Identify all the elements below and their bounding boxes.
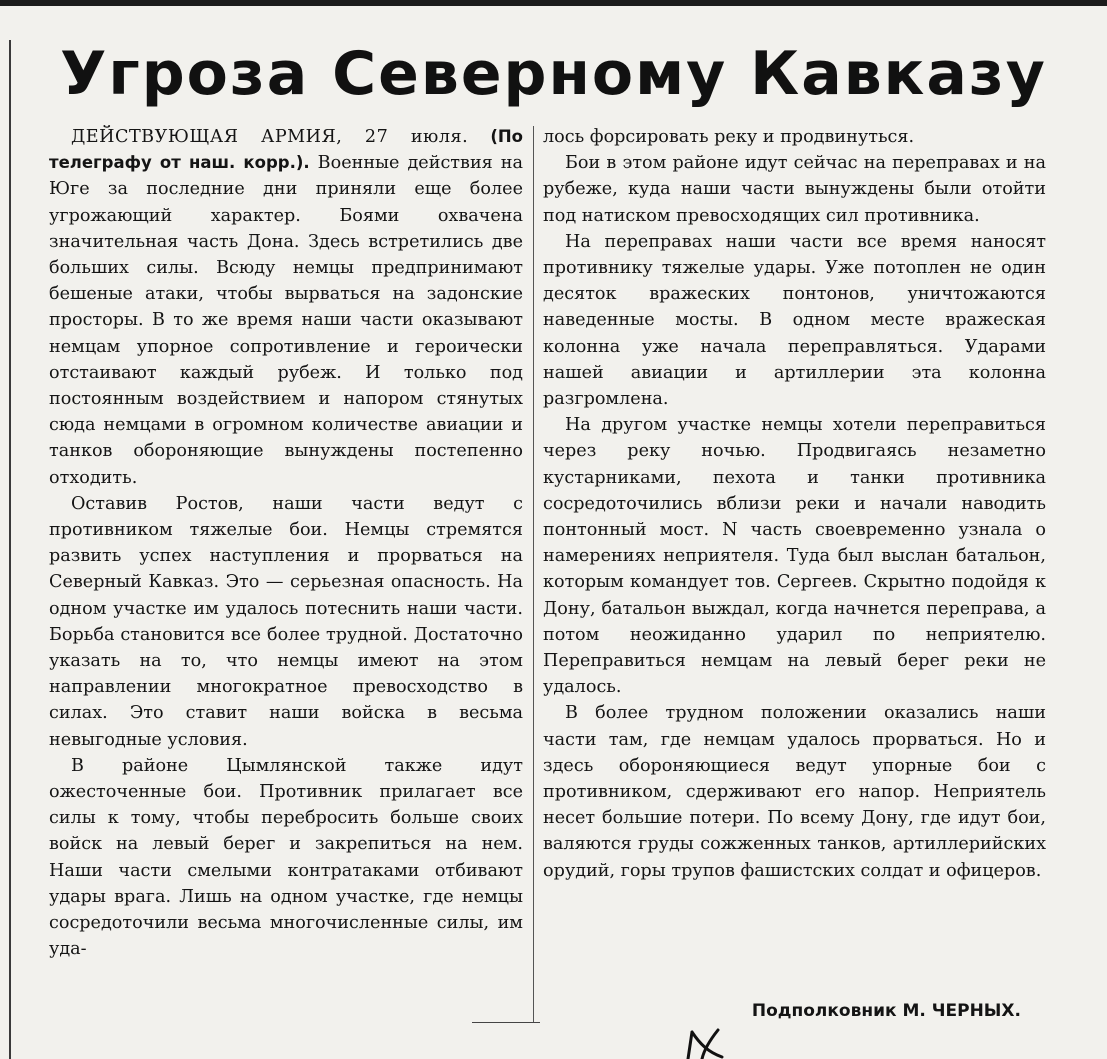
article-paragraph: Бои в этом районе идут сейчас на переправах и на рубеже, куда наши части вынуждены были отойти под натиском превосходящих сил противника. (543, 153, 1046, 226)
article-paragraph: В районе Цымлянской также идут ожесточенные бои. Противник прилагает все силы к тому, чтобы перебросить больше своих войск на левый берег и закрепиться на нем. Наши части смелыми контратаками отбивают удары врага. Лишь на одном участке, где немцы сосредоточили весьма многочисленные силы, им уда- (49, 755, 523, 960)
column-end-rule (472, 1022, 540, 1023)
article-column-right (543, 124, 1046, 884)
article-paragraph: На переправах наши части все время наносят противнику тяжелые удары. Уже потоплен не один десяток вражеских понтонов, уничтожаются наведенные мосты. В одном месте вражеская колонна уже начала переправляться. Ударами нашей авиации и артиллерии эта колонна разгромлена. (543, 231, 1046, 410)
article-paragraph: На другом участке немцы хотели переправиться через реку ночью. Продвигаясь незаметно кустарниками, пехота и танки противника сосредоточились вблизи реки и начали наводить понтонный мост. N часть своевременно узнала о намерениях неприятеля. Туда был выслан батальон, которым командует тов. Сергеев. Скрытно подойдя к Дону, батальон выждал, когда начнется переправа, а потом неожиданно ударил по неприятелю. Переправиться немцам на левый берег реки не удалось. (543, 415, 1046, 698)
article-paragraph-continuation: лось форсировать реку и продвинуться. (543, 127, 915, 147)
left-margin-rule (9, 40, 11, 1059)
article-paragraph (49, 124, 523, 491)
top-rule (0, 0, 1107, 6)
headline: Угроза Северному Кавказу (60, 39, 1047, 109)
source-note: (По телеграфу от наш. корр.). (49, 127, 523, 173)
paragraph-text: Военные действия на Юге за последние дни приняли еще более угрожающий характер. Боями охвачена значительная часть Дона. Здесь встретились две больших силы. Всюду немцы предпринимают бешеные атаки, чтобы вырваться на задонские просторы. В то же время наши части оказывают немцам упорное сопротивление и героически отстаивают каждый рубеж. И только под постоянным воздействием и напором стянутых сюда немцами в огромном количестве авиации и танков обороняющие вынуждены постепенно отходить. (49, 153, 523, 488)
dateline: ДЕЙСТВУЮЩАЯ АРМИЯ, 27 июля. (71, 127, 469, 147)
author-signature: Подполковник М. ЧЕРНЫХ. (751, 1001, 1021, 1021)
article-column-left (49, 124, 523, 963)
article-paragraph: Оставив Ростов, наши части ведут с противником тяжелые бои. Немцы стремятся развить успех наступления и прорваться на Северный Кавказ. Это — серьезная опасность. На одном участке им удалось потеснить наши части. Борьба становится все более трудной. Достаточно указать на то, что немцы имеют на этом направлении многократное превосходство в силах. Это ставит наши войска в весьма невыгодные условия. (49, 493, 523, 750)
article-paragraph: В более трудном положении оказались наши части там, где немцам удалось прорваться. Но и здесь обороняющиеся ведут упорные бои с противником, сдерживают его напор. Неприятель несет большие потери. По всему Дону, где идут бои, валяются груды сожженных танков, артиллерийских орудий, горы трупов фашистских солдат и офицеров. (543, 703, 1046, 881)
ink-mark-icon (680, 1026, 740, 1059)
column-divider (533, 126, 534, 1022)
